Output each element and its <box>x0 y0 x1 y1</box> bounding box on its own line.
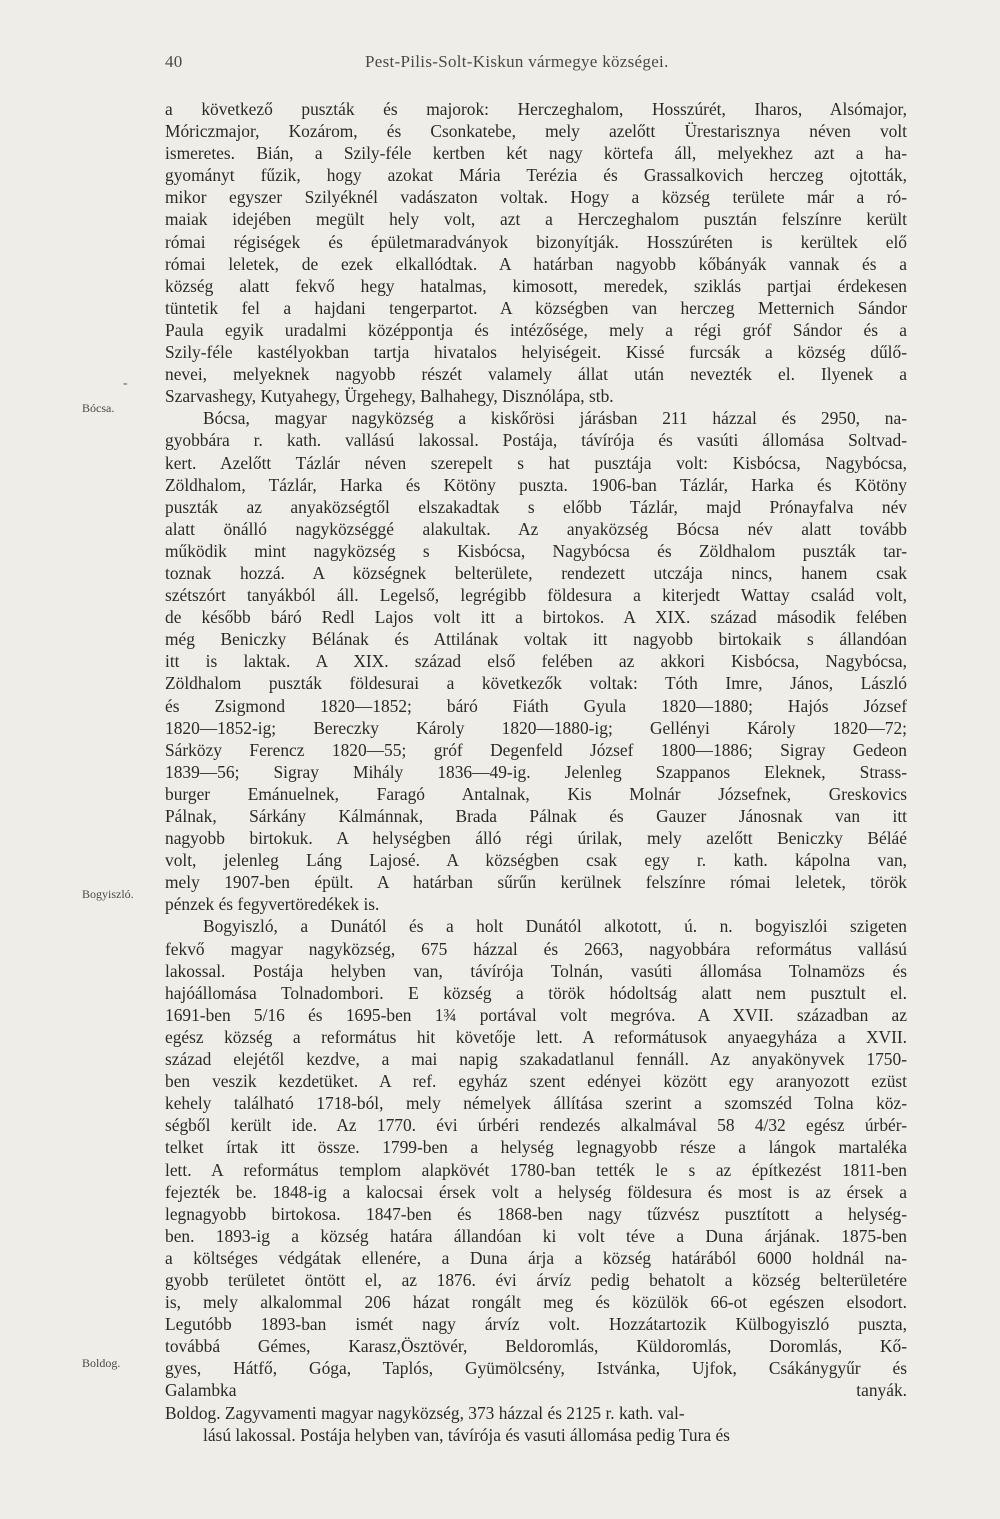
text-line: Zöldhalom puszták földesurai a következők voltak: Tóth Imre, János, László <box>165 673 907 694</box>
text-line: Galambka tanyák. <box>165 1380 907 1401</box>
text-line: mikor egyszer Szilyéknél vadászaton voltak. Hogy a község területe már a ró- <box>165 187 907 208</box>
text-line: lett. A református templom alapkövét 1780-ban tették le s az építkezést 1811-ben <box>165 1159 907 1180</box>
page-number: 40 <box>165 52 183 71</box>
text-line: telket írtak itt össze. 1799-ben a helység legnagyobb része a lángok martaléka <box>165 1137 907 1158</box>
text-line: Zöldhalom, Tázlár, Harka és Kötöny puszta. 1906-ban Tázlár, Harka és Kötöny <box>165 474 907 495</box>
text-line: volt, jelenleg Láng Lajosé. A községben csak egy r. kath. kápolna van, <box>165 850 907 871</box>
text-line: község alatt fekvő hegy hatalmas, kimosott, meredek, sziklás partjai érdekesen <box>165 275 907 296</box>
text-line: mely 1907-ben épült. A határban sűrűn kerülnek felszínre római leletek, török <box>165 872 907 893</box>
text-line: maiak idejében megült hely volt, azt a Herczeghalom pusztán felszínre került <box>165 209 907 230</box>
text-line: burger Emánuelnek, Faragó Antalnak, Kis Molnár Józsefnek, Greskovics <box>165 783 907 804</box>
text-line: Móriczmajor, Kozárom, és Csonkatebe, mely azelőtt Ürestarisznya néven volt <box>165 121 907 142</box>
text-line: fekvő magyar nagyközség, 675 házzal és 2663, nagyobbára református vallású <box>165 938 907 959</box>
margin-note-bocsa: Bócsa. <box>82 401 115 415</box>
text-line: Legutóbb 1893-ban ismét nagy árvíz volt. Hozzátartozik Külbogyiszló puszta, <box>165 1314 907 1335</box>
text-line: római régiségek és épületmaradványok bizonyítják. Hosszúréten is kerültek elő <box>165 231 907 252</box>
text-line: toznak hozzá. A községnek belterülete, rendezett utczája nincs, hanem csak <box>165 562 907 583</box>
text-line: puszták az anyaközségtől elszakadtak s előbb Tázlár, majd Prónayfalva név <box>165 496 907 517</box>
text-line: is, mely alkalommal 206 házat rongált meg és közülök 66-ot egészen elsodort. <box>165 1292 907 1313</box>
running-title: Pest-Pilis-Solt-Kiskun vármegye községei. <box>365 52 669 71</box>
margin-dash: - <box>123 376 128 391</box>
text-line: 1691-ben 5/16 és 1695-ben 1¾ portával volt megróva. A XVII. században az <box>165 1004 907 1025</box>
text-line: nagyobb birtokuk. A helységben álló régi úrilak, mely azelőtt Beniczky Béláé <box>165 828 907 849</box>
text-line: ségből került ide. Az 1770. évi úrbéri rendezés alkalmával 58 4/32 egész úrbér- <box>165 1115 907 1136</box>
text-line: pénzek és fegyvertöredékek is. <box>165 894 380 915</box>
text-line: Szily-féle kastélyokban tartja hivatalos helyiségeit. Kissé furcsák a község dűlő- <box>165 342 907 363</box>
margin-note-bogyiszlo: Bogyiszló. <box>82 887 134 901</box>
text-line: továbbá Gémes, Karasz,Ösztövér, Beldoromlás, Küldoromlás, Doromlás, Kő- <box>165 1336 907 1357</box>
text-line: szétszórt tanyákból áll. Legelső, legrégibb földesura a kiterjedt Wattay család volt, <box>165 585 907 606</box>
margin-note-boldog: Boldog. <box>82 1356 121 1370</box>
text-line: Pálnak, Sárkány Kálmánnak, Brada Pálnak és Gauzer Jánosnak van itt <box>165 806 907 826</box>
text-line: 1839—56; Sigray Mihály 1836—49-ig. Jelenleg Szappanos Eleknek, Strass- <box>165 761 907 782</box>
text-line: a következő puszták és majorok: Herczeghalom, Hosszúrét, Iharos, Alsómajor, <box>165 99 907 119</box>
text-line: és Zsigmond 1820—1852; báró Fiáth Gyula 1820—1880; Hajós József <box>165 695 907 716</box>
text-line: Boldog. Zagyvamenti magyar nagyközség, 373 házzal és 2125 r. kath. val- <box>165 1402 685 1423</box>
text-line: hajóállomása Tolnadombori. E község a török hódoltság alatt nem pusztult el. <box>165 982 907 1003</box>
text-line: itt is laktak. A XIX. század első felében az akkori Kisbócsa, Nagybócsa, <box>165 651 907 672</box>
text-line: ismeretes. Bián, a Szily-féle kertben két nagy körtefa áll, melyekhez azt a ha- <box>165 143 907 164</box>
text-line: 1820—1852-ig; Bereczky Károly 1820—1880-ig; Gellényi Károly 1820—72; <box>165 717 907 738</box>
text-line: lakossal. Postája helyben van, távírója Tolnán, vasúti állomása Tolnamözs és <box>165 960 907 981</box>
text-line: nevei, melyeknek nagyobb részét valamely állat után nevezték el. Ilyenek a <box>165 364 907 385</box>
text-line: gyobbára r. kath. vallású lakossal. Postája, távírója és vasúti állomása Soltvad- <box>165 430 907 451</box>
text-line: legnagyobb birtokosa. 1847-ben és 1868-ben nagy tűzvész pusztított a helység- <box>165 1203 907 1224</box>
text-line: egész község a református hit követője lett. A reformátusok anyaegyháza a XVII. <box>165 1026 907 1047</box>
text-line: tüntetik fel a hajdani tengerpartot. A községben van herczeg Metternich Sándor <box>165 297 907 318</box>
text-line: kert. Azelőtt Tázlár néven szerepelt s hat pusztája volt: Kisbócsa, Nagybócsa, <box>165 452 907 473</box>
text-line: Szarvashegy, Kutyahegy, Ürgehegy, Balhahegy, Disznólápa, stb. <box>165 386 614 407</box>
text-line: Bócsa, magyar nagyközség a kiskőrösi járásban 211 házzal és 2950, na- <box>203 408 907 429</box>
text-line: ben. 1893-ig a község határa állandóan ki volt téve a Duna árjának. 1875-ben <box>165 1225 907 1246</box>
body-text <box>165 98 907 1446</box>
text-line: Sárközy Ferencz 1820—55; gróf Degenfeld József 1800—1886; Sigray Gedeon <box>165 739 907 760</box>
text-line: Paula egyik uradalmi középpontja és intézősége, mely a régi gróf Sándor és a <box>165 319 907 340</box>
text-line: gyományt fűzik, hogy azokat Mária Terézia és Grassalkovich herczeg ojtották, <box>165 165 907 186</box>
text-line: alatt önálló nagyközséggé alakultak. Az anyaközség Bócsa név alatt tovább <box>165 518 907 539</box>
text-line: gyes, Hátfő, Góga, Taplós, Gyümölcsény, Istvánka, Ujfok, Csákánygyűr és <box>165 1358 907 1379</box>
text-line: római leletek, de ezek elkallódtak. A határban nagyobb kőbányák vannak és a <box>165 253 907 274</box>
text-line: Bogyiszló, a Dunától és a holt Dunától alkotott, ú. n. bogyiszlói szigeten <box>203 916 907 937</box>
text-line: gyobb területet öntött el, az 1876. évi árvíz pedig behatolt a község belterületére <box>165 1269 907 1290</box>
text-line: még Beniczky Bélának és Attilának voltak itt nagyobb birtokaik s állandóan <box>165 629 907 650</box>
text-line: ben veszik kezdetüket. A ref. egyház szent edényei között egy aranyozott ezüst <box>165 1071 907 1092</box>
text-line: kehely található 1718-ból, mely némelyek állítása szerint a szomszéd Tolna köz- <box>165 1093 907 1114</box>
text-line: működik mint nagyközség s Kisbócsa, Nagybócsa és Zöldhalom puszták tar- <box>165 540 907 561</box>
text-line: lású lakossal. Postája helyben van, távírója és vasuti állomása pedig Tura és <box>203 1424 730 1445</box>
text-line: a költséges védgátak ellenére, a Duna árja a község határából 6000 holdnál na- <box>165 1247 907 1268</box>
text-line: fejezték be. 1848-ig a kalocsai érsek volt a helység földesura és most is az érsek a <box>165 1181 907 1202</box>
text-line: de később báró Redl Lajos volt itt a birtokos. A XIX. század második felében <box>165 607 907 628</box>
text-line: század elejétől kezdve, a mai napig szakadatlanul fennáll. Az anyakönyvek 1750- <box>165 1049 907 1070</box>
